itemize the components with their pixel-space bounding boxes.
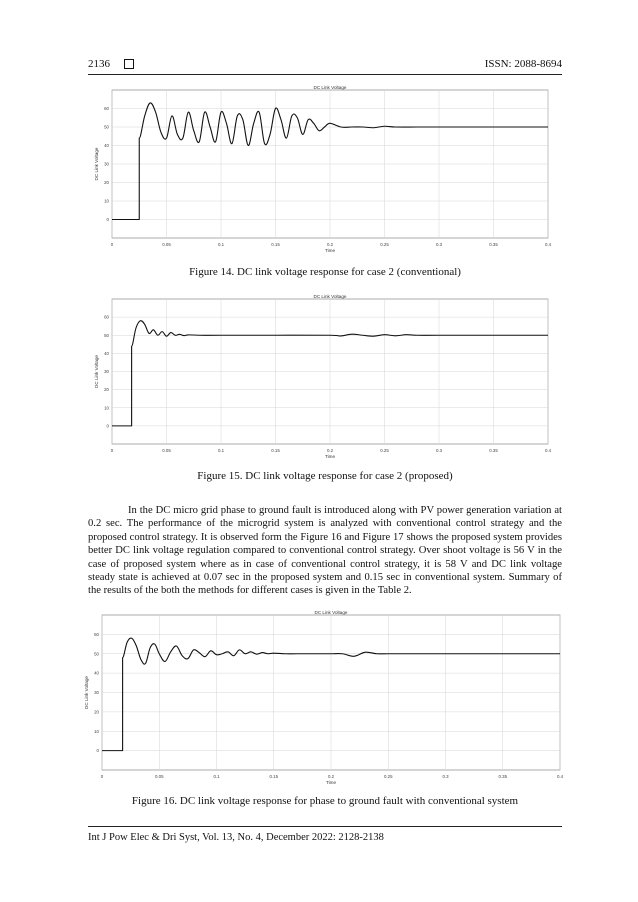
issn-label: ISSN: 2088-8694 — [484, 58, 562, 70]
x-tick-label: 0.35 — [498, 774, 508, 779]
x-tick-label: 0.1 — [217, 448, 225, 453]
x-tick-label: 0.05 — [162, 448, 171, 453]
x-tick-label: 0.3 — [435, 242, 443, 247]
x-tick-label: 0 — [110, 448, 114, 453]
chart-title: DC Link Voltage — [313, 85, 347, 90]
figure-14-chart — [0, 82, 638, 267]
x-axis-label: Time — [325, 780, 337, 785]
figure-16-caption: Figure 16. DC link voltage response for phase to ground fault with conventional system — [131, 795, 519, 807]
x-tick-label: 0.35 — [489, 448, 498, 453]
figure-15-caption: Figure 15. DC link voltage response for case 2 (proposed) — [197, 470, 453, 482]
figure-15-chart — [0, 293, 638, 463]
y-tick-label: 20 — [104, 180, 109, 185]
x-tick-label: 0.15 — [271, 448, 280, 453]
x-tick-label: 0.1 — [213, 774, 220, 779]
figure-16-chart — [0, 608, 638, 788]
body-paragraph: In the DC micro grid phase to ground fault is introduced along with PV power generation variation at 0.2 sec. The performance of the microgrid system is analyzed with conventional control strategy and the proposed control strategy. It is observed form the Figure 16 and Figure 17 shows the proposed system provides better DC link voltage regulation compared to conventional control strategy. Over shoot voltage is 56 V in the case of proposed system where as in case of conventional control strategy, it is 58 V and DC link voltage steady state is achieved at 0.07 sec in the proposed system and 0.15 sec in conventional system. Summary of the results of the both the methods for different cases is given in the Table 2. — [88, 505, 562, 597]
chart-title: DC Link Voltage — [314, 610, 348, 615]
y-tick-label: 0 — [106, 217, 109, 222]
y-tick-label: 60 — [104, 106, 109, 111]
y-tick-label: 10 — [94, 728, 99, 734]
x-tick-label: 0.1 — [217, 242, 225, 247]
x-tick-label: 0.25 — [380, 448, 389, 453]
x-tick-label: 0.15 — [271, 242, 280, 247]
x-axis-label: Time — [324, 248, 336, 253]
y-tick-label: 30 — [104, 161, 109, 167]
y-tick-label: 40 — [104, 143, 109, 148]
y-tick-label: 10 — [104, 405, 109, 411]
y-tick-label: 0 — [96, 748, 99, 754]
x-tick-label: 0.3 — [442, 774, 449, 779]
y-tick-label: 60 — [94, 631, 99, 637]
x-tick-label: 0.2 — [327, 774, 335, 779]
y-tick-label: 50 — [104, 332, 109, 338]
x-tick-label: 0.4 — [556, 774, 564, 779]
footer-citation: Int J Pow Elec & Dri Syst, Vol. 13, No. 4, December 2022: 2128-2138 — [88, 832, 384, 843]
figure-14-caption: Figure 14. DC link voltage response for case 2 (conventional) — [189, 266, 461, 278]
x-tick-label: 0.05 — [162, 242, 171, 247]
y-axis-label: DC Link Voltage — [94, 355, 99, 388]
x-tick-label: 0.35 — [489, 242, 498, 247]
page-header — [88, 58, 562, 72]
y-tick-label: 30 — [104, 369, 109, 374]
x-tick-label: 0.25 — [383, 774, 393, 779]
y-axis-label: DC Link Voltage — [84, 676, 89, 709]
x-tick-label: 0.2 — [326, 242, 334, 247]
y-tick-label: 50 — [104, 124, 109, 130]
y-tick-label: 30 — [94, 690, 99, 695]
chart-title: DC Link Voltage — [313, 294, 347, 299]
body-text — [88, 504, 562, 598]
y-tick-label: 10 — [104, 198, 109, 204]
x-tick-label: 0.3 — [435, 448, 443, 453]
x-tick-label: 0.4 — [544, 242, 552, 247]
x-tick-label: 0.2 — [326, 448, 334, 453]
y-tick-label: 60 — [104, 314, 109, 320]
x-axis-label: Time — [324, 454, 336, 459]
y-tick-label: 0 — [106, 423, 109, 429]
y-tick-label: 40 — [104, 350, 109, 356]
square-icon — [124, 59, 134, 69]
y-axis-label: DC Link Voltage — [94, 147, 99, 181]
header-rule — [88, 74, 562, 75]
x-tick-label: 0.15 — [269, 774, 279, 779]
x-tick-label: 0.05 — [154, 774, 164, 779]
y-tick-label: 40 — [94, 670, 99, 676]
y-tick-label: 20 — [94, 709, 99, 715]
x-tick-label: 0 — [110, 242, 114, 247]
footer-rule — [88, 826, 562, 827]
page-number: 2136 — [88, 58, 110, 70]
y-tick-label: 50 — [94, 651, 99, 657]
x-tick-label: 0.25 — [380, 242, 389, 247]
y-tick-label: 20 — [104, 387, 109, 393]
x-tick-label: 0.4 — [544, 448, 552, 453]
x-tick-label: 0 — [100, 774, 104, 779]
